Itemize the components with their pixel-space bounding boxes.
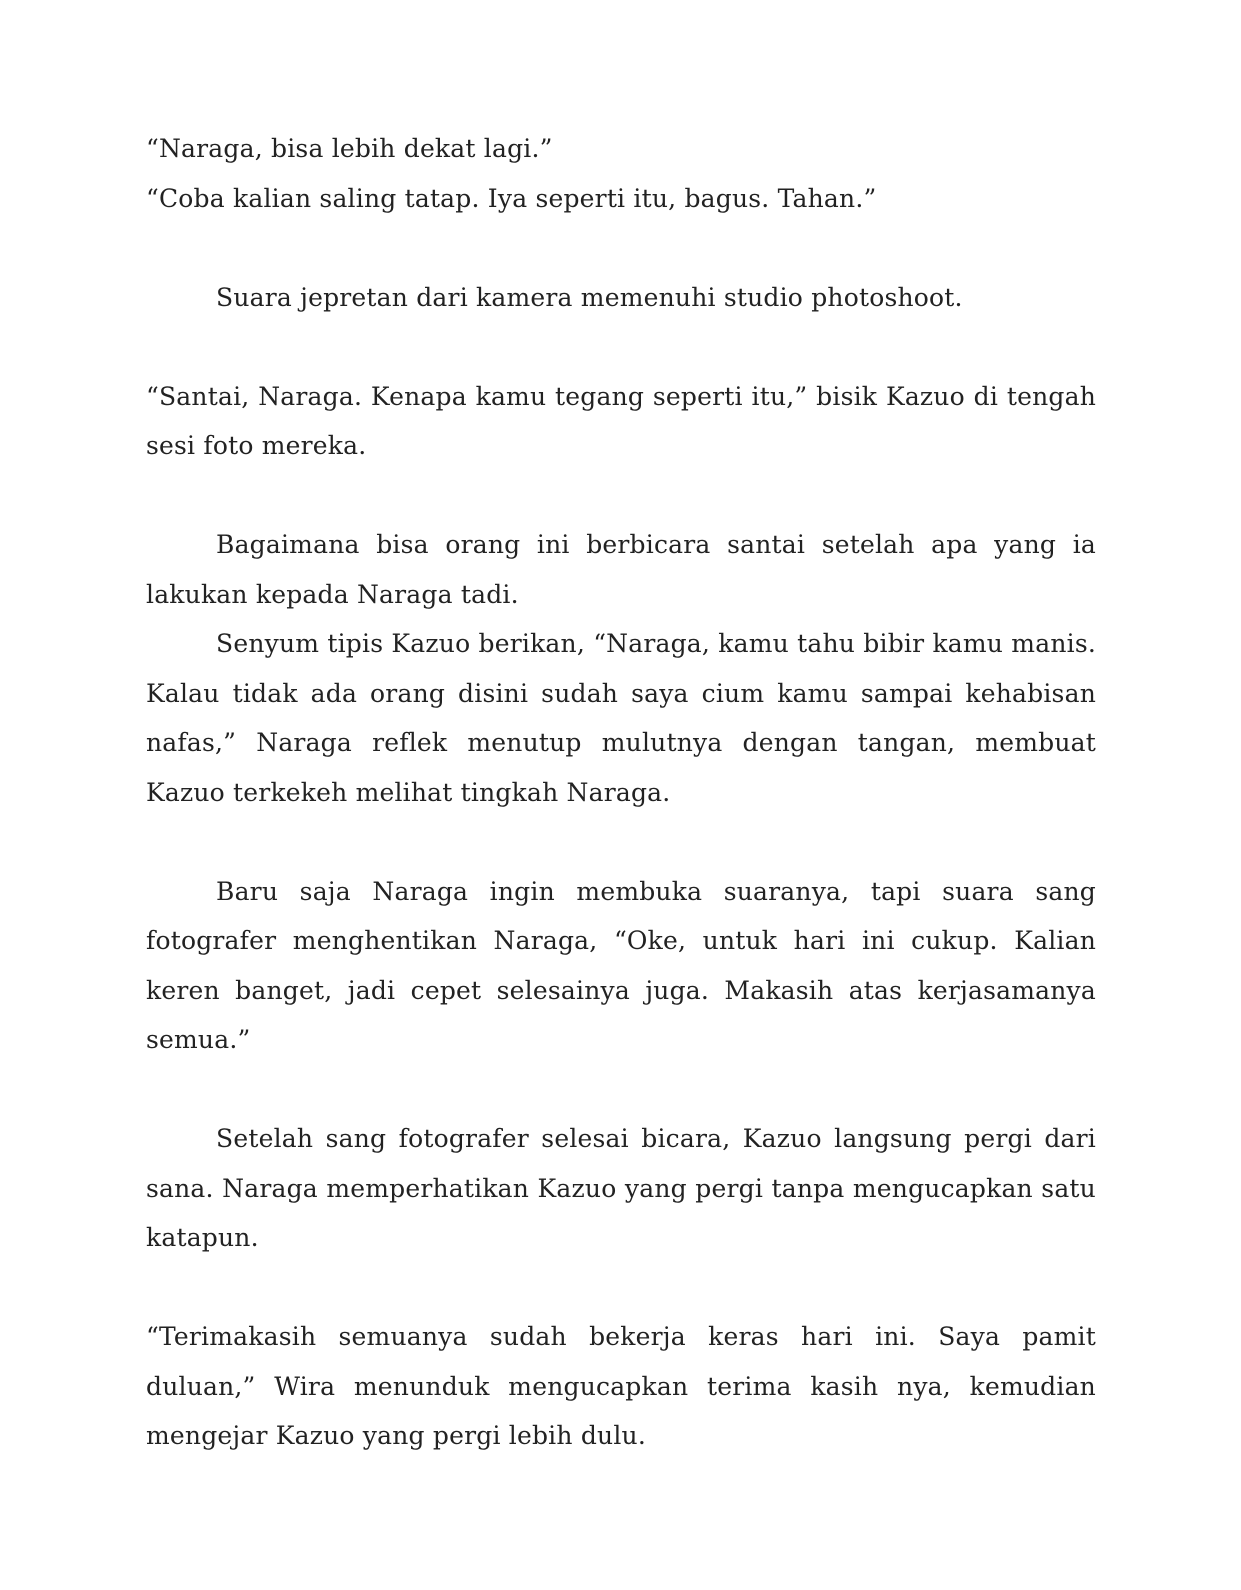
paragraph-gap [146,471,1096,521]
paragraph-dialogue-2: “Coba kalian saling tatap. Iya seperti itu, bagus. Tahan.” [146,183,877,213]
paragraph-gap [146,223,1096,273]
document-page [146,124,1096,1461]
paragraph-narration-1: Suara jepretan dari kamera memenuhi studio photoshoot. [216,282,963,312]
paragraph-gap [146,322,1096,372]
paragraph-dialogue-3: “Santai, Naraga. Kenapa kamu tegang seperti itu,” bisik Kazuo di tengah sesi foto mereka. [146,381,1096,460]
paragraph-narration-5: Setelah sang fotografer selesai bicara, Kazuo langsung pergi dari sana. Naraga memperhatikan Kazuo yang pergi tanpa mengucapkan satu katapun. [146,1124,1096,1252]
paragraph-gap [146,817,1096,867]
paragraph-dialogue-4: “Terimakasih semuanya sudah bekerja keras hari ini. Saya pamit duluan,” Wira menunduk mengucapkan terima kasih nya, kemudian mengejar Kazuo yang pergi lebih dulu. [146,1322,1096,1450]
paragraph-narration-2: Bagaimana bisa orang ini berbicara santai setelah apa yang ia lakukan kepada Naraga tadi. [146,530,1096,609]
paragraph-narration-3: Senyum tipis Kazuo berikan, “Naraga, kamu tahu bibir kamu manis. Kalau tidak ada orang disini sudah saya cium kamu sampai kehabisan nafas,” Naraga reflek menutup mulutnya dengan tangan, membuat Kazuo terkekeh melihat tingkah Naraga. [146,629,1096,807]
paragraph-gap [146,1065,1096,1115]
paragraph-dialogue-1: “Naraga, bisa lebih dekat lagi.” [146,134,553,163]
paragraph-narration-4: Baru saja Naraga ingin membuka suaranya, tapi suara sang fotografer menghentikan Naraga, “Oke, untuk hari ini cukup. Kalian keren banget, jadi cepet selesainya juga. Makasih atas kerjasamanya semua.” [146,876,1096,1054]
paragraph-gap [146,1263,1096,1313]
